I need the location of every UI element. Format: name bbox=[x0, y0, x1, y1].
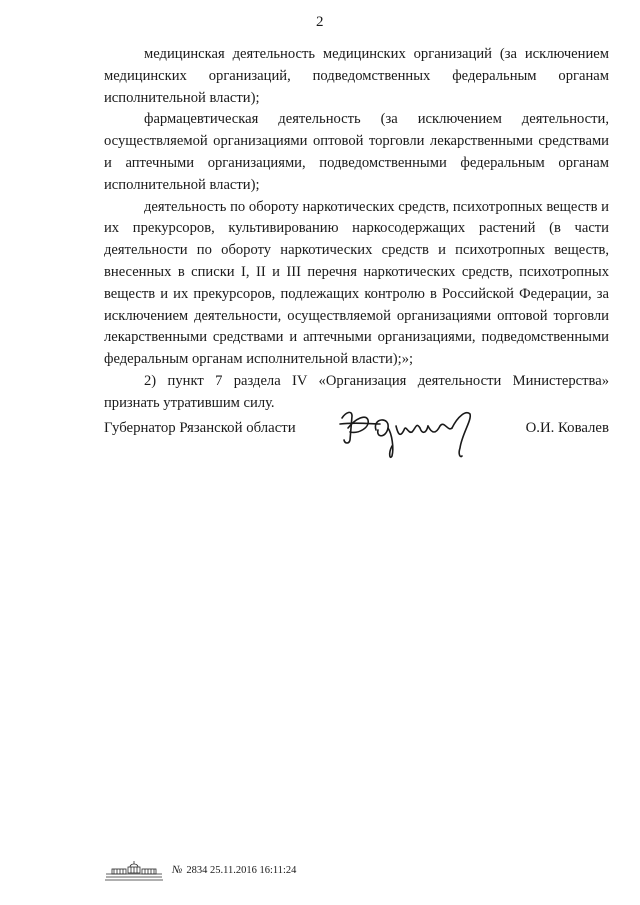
registration-footer bbox=[104, 858, 296, 882]
paragraph-clause-2: 2) пункт 7 раздела IV «Организация деятельности Министерства» признать утратившим силу. bbox=[104, 372, 609, 411]
registration-mark: № bbox=[172, 864, 183, 876]
registration-info: 2834 25.11.2016 16:11:24 bbox=[186, 864, 297, 876]
paragraph-pharmaceutical-activity: фармацевтическая деятельность (за исключением деятельности, осуществляемой организациями оптовой торговли лекарственными средствами и аптечными организациями, подведомственными федеральным органам исполнительной власти); bbox=[104, 111, 609, 193]
signer-position: Губернатор Рязанской области bbox=[104, 420, 296, 436]
signature-block bbox=[104, 412, 609, 472]
page-number: 2 bbox=[316, 14, 324, 30]
paragraph-medical-activity: медицинская деятельность медицинских организаций (за исключением медицинских организаций, подведомственных федеральным органам исполнительной власти); bbox=[104, 46, 609, 106]
document-body bbox=[104, 44, 609, 415]
paragraph-narcotics-activity: деятельность по обороту наркотических средств, психотропных веществ и их прекурсоров, культивированию наркосодержащих растений (в части деятельности по обороту наркотических средств и психотропных веществ, внесенных в списки I, II и III перечня наркотических средств, психотропных веществ и их прекурсоров, подлежащих контролю в Российской Федерации, за исключением деятельности, осуществляемой организациями оптовой торговли лекарственными средствами и аптечными организациями, подведомственными федеральным органам исполнительной власти);»; bbox=[104, 198, 609, 368]
signer-name: О.И. Ковалев bbox=[525, 420, 609, 436]
handwritten-signature bbox=[336, 404, 486, 462]
government-building-emblem-icon bbox=[104, 859, 164, 881]
